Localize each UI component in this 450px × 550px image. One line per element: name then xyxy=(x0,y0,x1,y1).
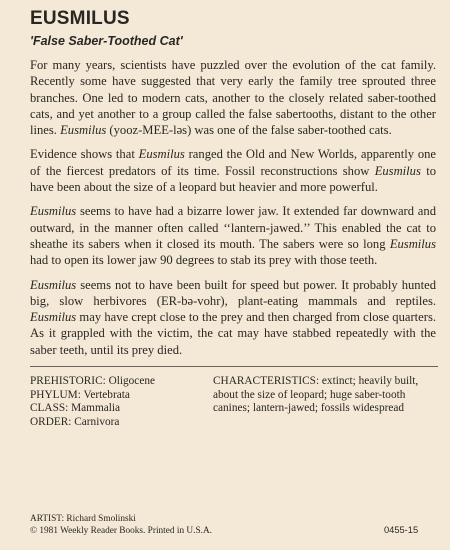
text-run: (yooz-MEE-ləs) was one of the false saber-toothed cats. xyxy=(106,123,392,138)
fact-class: CLASS: Mammalia xyxy=(30,402,121,415)
fact-prehistoric: PREHISTORIC: Oligocene xyxy=(30,375,155,388)
card-code: 0455-15 xyxy=(384,525,419,535)
text-run: seems not to have been built for speed but power. It probably hunted big, slow herbivores (ER-bə-vohr), plant-eating mammals and reptiles. xyxy=(30,277,436,308)
divider xyxy=(30,366,438,367)
fact-phylum: PHYLUM: Vertebrata xyxy=(30,388,130,401)
characteristics: CHARACTERISTICS: extinct; heavily built, about the size of leopard; huge saber-tooth canines; lantern-jawed; fossils widespread xyxy=(213,375,419,415)
text-run: may have crept close to the prey and then charged from close quarters. As it grappled with the victim, the cat may have stabbed repeatedly with the saber teeth, until its prey died. xyxy=(30,310,436,357)
genus-name: Eusmilus xyxy=(389,236,436,251)
credits xyxy=(30,514,212,537)
text-run: ranged the Old and New Worlds, apparently one of the fiercest predators of its time. Fossil reconstructions show xyxy=(30,147,437,178)
paragraph xyxy=(30,57,436,138)
paragraph xyxy=(30,277,436,358)
paragraph xyxy=(30,203,436,268)
facts-section xyxy=(30,375,436,429)
genus-name: Eusmilus xyxy=(374,163,421,178)
card-title: EUSMILUS xyxy=(30,8,130,29)
genus-name: Eusmilus xyxy=(60,123,107,138)
text-run: to have been about the size of a leopard but heavier and more powerful. xyxy=(30,163,437,195)
text-run: For many years, scientists have puzzled over the evolution of the cat family. Recently some have suggested that very early the family tree sprouted three branches. One led to modern cats, another to the closely related saber-toothed cats, and yet another to a group called the false sabertooths, distant to the other lines. xyxy=(30,58,436,138)
copyright-line: © 1981 Weekly Reader Books. Printed in U.S.A. xyxy=(30,525,212,536)
text-run: seems to have had a bizarre lower jaw. It extended far downward and outward, in the manner often called ‘‘lantern-jawed.’’ This enabled the cat to sheathe its sabers when it closed its mouth. The sabers were so long xyxy=(30,204,436,251)
genus-name: Eusmilus xyxy=(138,147,185,162)
text-run: had to open its lower jaw 90 degrees to stab its prey with those teeth. xyxy=(30,253,378,268)
card-subtitle: 'False Saber-Toothed Cat' xyxy=(30,34,183,48)
fact-order: ORDER: Carnivora xyxy=(30,415,120,428)
body-text xyxy=(30,57,436,358)
text-run: Evidence shows that xyxy=(30,147,139,162)
classification-list xyxy=(30,375,213,429)
genus-name: Eusmilus xyxy=(30,204,77,219)
artist-credit: ARTIST: Richard Smolinski xyxy=(30,514,136,524)
genus-name: Eusmilus xyxy=(30,277,77,292)
genus-name: Eusmilus xyxy=(30,310,77,325)
paragraph xyxy=(30,146,436,195)
